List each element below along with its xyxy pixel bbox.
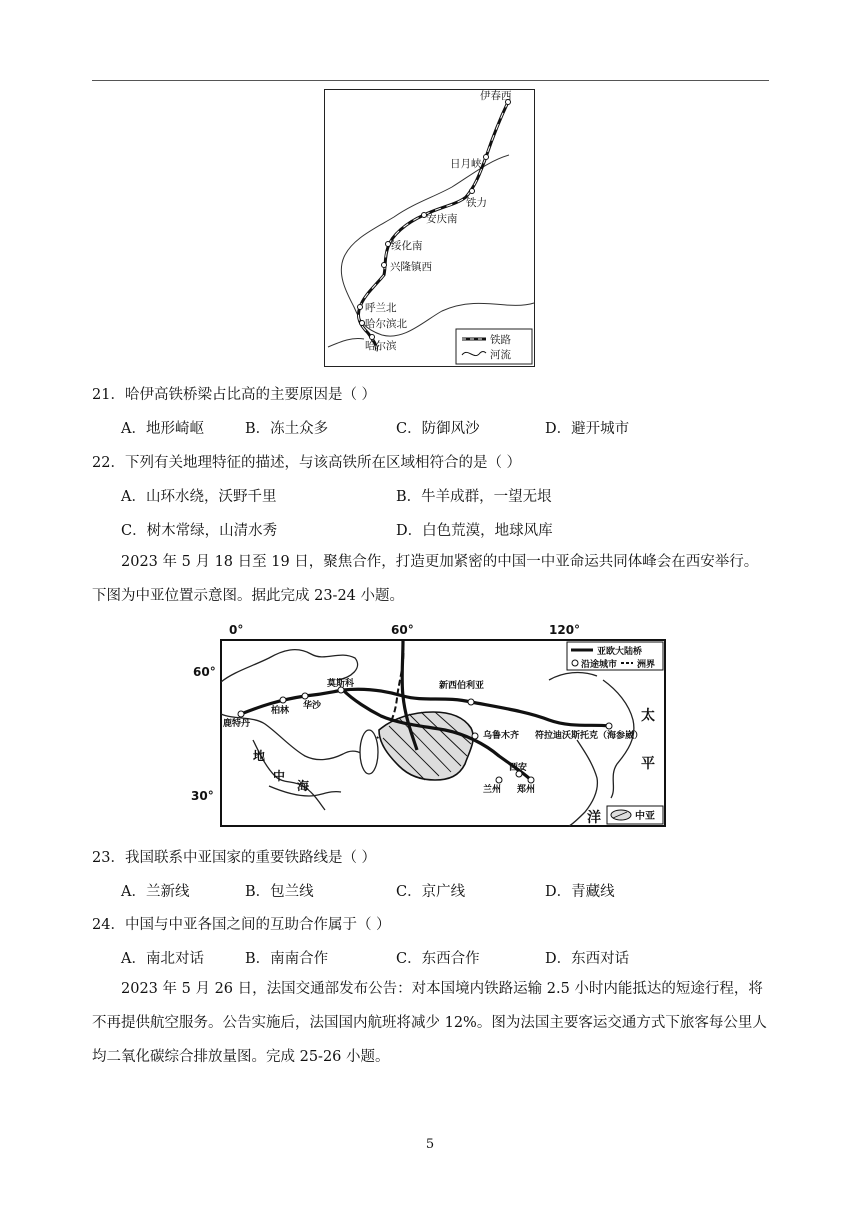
city-dot [606, 723, 612, 729]
q24-option-a[interactable]: A．南北对话 [121, 951, 204, 967]
longitude-label: 120° [549, 623, 581, 637]
q21-option-a[interactable]: A．地形崎岖 [121, 421, 204, 437]
page-number: 5 [425, 1137, 435, 1152]
q22-option-b[interactable]: B．牛羊成群，一望无垠 [396, 489, 552, 505]
station-label: 哈尔滨 [365, 340, 397, 352]
q21-option-b[interactable]: B．冻土众多 [245, 421, 329, 437]
q24-option-c[interactable]: C．东西合作 [396, 951, 480, 967]
q22-option-a[interactable]: A．山环水绕，沃野千里 [121, 489, 277, 505]
legend-city-label: 沿途城市 [581, 660, 618, 670]
q24-option-d[interactable]: D．东西对话 [545, 951, 630, 967]
legend-river-label: 河流 [490, 349, 511, 361]
station-label: 日月峡 [450, 158, 482, 170]
question-22-stem: 22．下列有关地理特征的描述，与该高铁所在区域相符合的是（ ） [92, 455, 522, 471]
station-label: 呼兰北 [365, 302, 397, 314]
water-label: 平 [641, 756, 655, 772]
q23-option-d[interactable]: D．青藏线 [545, 884, 615, 900]
question-24-stem: 24．中国与中亚各国之间的互助合作属于（ ） [92, 917, 391, 933]
station-dot [358, 305, 363, 310]
station-label: 绥化南 [391, 240, 423, 252]
legend-rail-label: 铁路 [490, 334, 511, 346]
city-label: 华沙 [303, 701, 322, 711]
city-label: 柏林 [271, 706, 290, 716]
city-label: 乌鲁木齐 [483, 731, 520, 741]
city-label: 符拉迪沃斯托克（海参崴） [535, 731, 644, 741]
water-label: 海 [297, 779, 310, 793]
q21-option-d[interactable]: D．避开城市 [545, 421, 630, 437]
q23-option-b[interactable]: B．包兰线 [245, 884, 314, 900]
city-dot [528, 777, 534, 783]
station-label: 哈尔滨北 [365, 318, 407, 330]
city-dot [496, 777, 502, 783]
question-23-stem: 23．我国联系中亚国家的重要铁路线是（ ） [92, 850, 377, 866]
longitude-label: 60° [391, 623, 414, 637]
station-dot [484, 155, 489, 160]
city-label: 鹿特丹 [223, 719, 251, 729]
q22-option-c[interactable]: C．树木常绿，山清水秀 [121, 523, 278, 539]
station-label: 安庆南 [426, 213, 458, 225]
station-dot [386, 242, 391, 247]
q23-option-a[interactable]: A．兰新线 [121, 884, 190, 900]
station-label: 兴隆镇西 [390, 261, 432, 273]
city-label: 郑州 [517, 785, 536, 795]
legend-region-label: 中亚 [635, 811, 655, 822]
latitude-label: 30° [191, 789, 214, 803]
water-label: 太 [641, 708, 655, 724]
city-label: 西安 [509, 763, 528, 773]
question-21-stem: 21．哈伊高铁桥梁占比高的主要原因是（ ） [92, 387, 377, 403]
station-dot [360, 321, 365, 326]
longitude-label: 0° [229, 623, 244, 637]
station-dot [382, 263, 387, 268]
passage-france-transport: 2023 年 5 月 26 日，法国交通部发布公告：对本国境内铁路运输 2.5 小时内能抵达的短途行程，将不再提供航空服务。公告实施后，法国国内航班将减少 12%。图为法国主要客运交通方式下旅客每公里人均二氧化碳综合排放量图。完成 25-26 小题。 [92, 981, 767, 1065]
water-label: 中 [273, 769, 286, 783]
q24-option-b[interactable]: B．南南合作 [245, 951, 329, 967]
station-label: 伊春西 [480, 90, 512, 102]
city-label: 兰州 [483, 785, 502, 795]
q22-option-d[interactable]: D．白色荒漠，地球风库 [396, 523, 553, 539]
caspian-sea [360, 730, 378, 774]
legend-border-label: 洲界 [637, 660, 656, 670]
city-dot [468, 699, 474, 705]
city-dot [280, 697, 286, 703]
station-dot [470, 189, 475, 194]
harbin-yichun-railway-map [324, 89, 535, 367]
header-rule [92, 80, 769, 81]
water-label: 洋 [587, 810, 601, 826]
q21-option-c[interactable]: C．防御风沙 [396, 421, 480, 437]
central-asia-map [191, 620, 669, 832]
station-dot [370, 335, 375, 340]
city-dot [302, 693, 308, 699]
city-label: 新西伯利亚 [439, 681, 485, 691]
q23-option-c[interactable]: C．京广线 [396, 884, 466, 900]
station-label: 铁力 [466, 197, 487, 209]
legend-railway-label: 亚欧大陆桥 [597, 647, 643, 657]
water-label: 地 [253, 749, 266, 763]
latitude-label: 60° [193, 665, 216, 679]
passage-central-asia: 2023 年 5 月 18 日至 19 日，聚焦合作，打造更加紧密的中国一中亚命运共同体峰会在西安举行。下图为中亚位置示意图。据此完成 23-24 小题。 [92, 554, 759, 604]
city-dot [238, 711, 244, 717]
city-dot [472, 733, 478, 739]
city-label: 莫斯科 [327, 679, 355, 689]
